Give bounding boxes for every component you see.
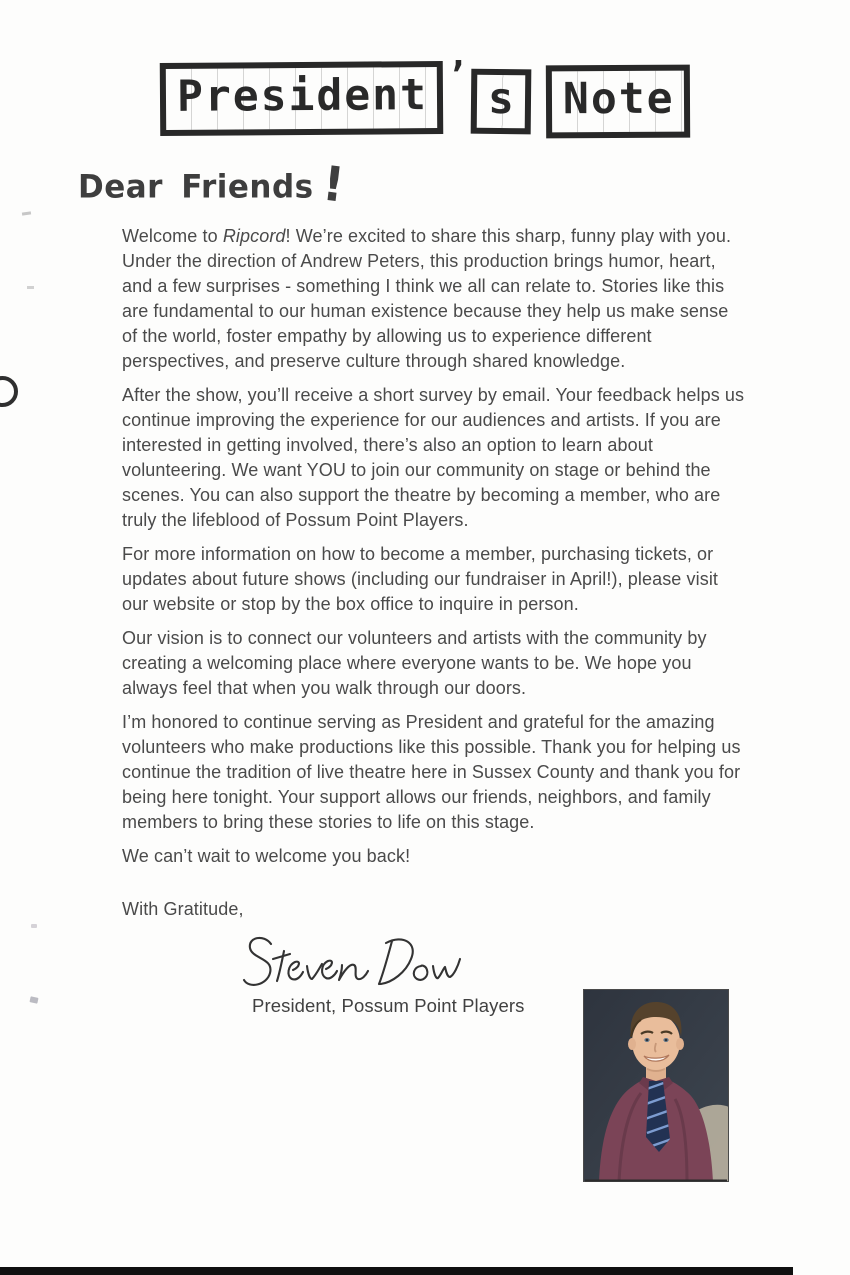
president-headshot-photo — [583, 989, 729, 1182]
letter-paragraph-4: Our vision is to connect our volunteers and artists with the community by creating a welcoming place where everyone wants to be. We hope you always feel that when you walk through our doors. — [122, 628, 707, 698]
show-title-italic: Ripcord — [222, 226, 286, 246]
valediction: With Gratitude, — [122, 899, 244, 919]
letter-paragraph-3: For more information on how to become a member, purchasing tickets, or updates about future shows (including our fundraiser in April!), please visit our website or stop by the box office to inquire in person. — [122, 544, 719, 614]
letter-body — [122, 224, 746, 1018]
scan-artifact-dash — [22, 211, 31, 215]
scan-artifact-speck — [31, 924, 37, 928]
headshot-illustration — [583, 989, 729, 1182]
title-box-note — [546, 65, 690, 139]
scan-artifact-dash — [27, 286, 34, 289]
scan-edge-bar — [0, 1267, 793, 1275]
letter-paragraph-5: I’m honored to continue serving as President and grateful for the amazing volunteers who make productions like this possible. Thank you for helping us continue the tradition of live theatre here in Sussex County and thank you for being here tonight. Your support allows our friends, neighbors, and family members to bring these stories to life on this stage. — [122, 712, 741, 832]
exclamation-mark: ! — [319, 154, 348, 214]
title-box-s — [471, 69, 532, 135]
title-box-president — [160, 61, 444, 136]
paragraph-1-post: ! We’re excited to share this sharp, funny play with you. Under the direction of Andrew Peters, this production brings humor, heart, and a few surprises - something I think we all can relate to. Stories like this are fundamental to our human existence because they help us make sense of the world, foster empathy by allowing us to experience different perspectives, and preserve culture through shared knowledge. — [122, 226, 732, 371]
page-title — [0, 55, 850, 138]
salutation-text: Dear Friends — [78, 168, 314, 206]
title-word-s: s — [487, 73, 517, 125]
title-apostrophe: ’ — [446, 55, 469, 96]
scan-artifact-speck — [29, 996, 38, 1004]
closing-line: We can’t wait to welcome you back! — [122, 846, 411, 866]
scan-artifact-ring — [0, 376, 18, 407]
title-word-note: Note — [562, 73, 675, 125]
signature-handwriting — [240, 931, 462, 991]
paragraph-1-pre: Welcome to — [122, 226, 223, 246]
salutation — [78, 154, 348, 214]
letter-paragraph-2: After the show, you’ll receive a short survey by email. Your feedback helps us continue improving the experience for our audiences and artists. If you are interested in getting involved, there’s also an option to learn about volunteering. We want YOU to join our community on stage or behind the scenes. You can also support the theatre by becoming a member, who are truly the lifeblood of Possum Point Players. — [122, 385, 745, 530]
title-word-president: President — [177, 70, 429, 122]
letter-paragraph-1 — [122, 224, 746, 374]
signature-title: President, Possum Point Players — [252, 995, 525, 1016]
